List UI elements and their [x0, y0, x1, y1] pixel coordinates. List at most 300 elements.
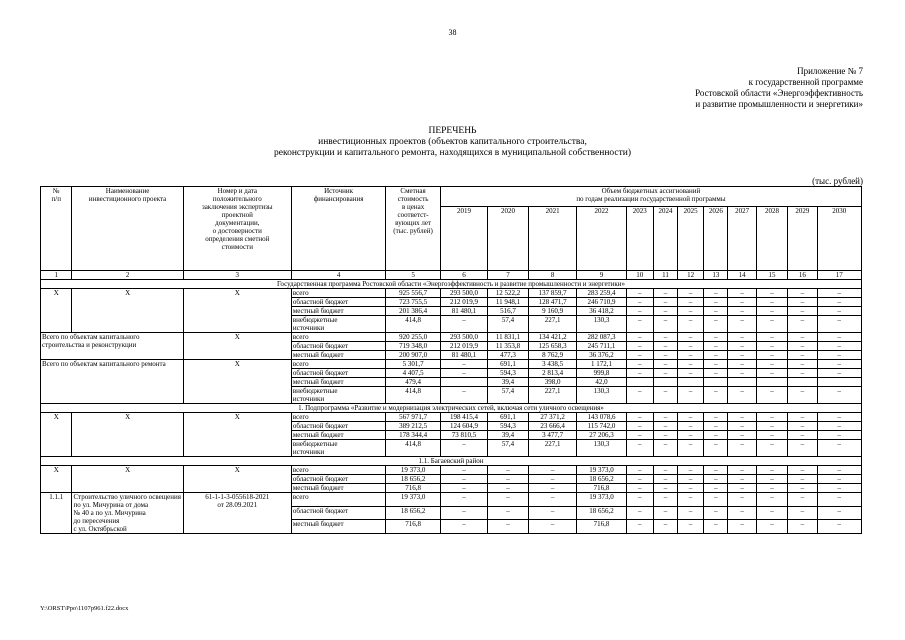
year-value: –	[704, 369, 728, 378]
row-title: Всего по объектам капитального ремонта	[41, 360, 184, 404]
header-row	[41, 187, 862, 207]
year-value: –	[626, 289, 653, 298]
year-value: –	[728, 413, 756, 422]
year-value: –	[704, 493, 728, 507]
year-value: –	[440, 466, 487, 475]
year-value: –	[756, 413, 787, 422]
year-value: –	[678, 342, 704, 351]
year-value: 227,1	[529, 316, 577, 333]
year-value: –	[626, 506, 653, 520]
year-value: 39,4	[488, 431, 529, 440]
year-value: –	[678, 351, 704, 360]
year-value: –	[678, 475, 704, 484]
expertise-cell: Х	[183, 360, 291, 404]
year-value: –	[788, 466, 817, 475]
subprogram-block	[41, 413, 862, 457]
column-number: 5	[386, 271, 441, 280]
year-value	[788, 378, 817, 387]
year-value: 57,4	[488, 387, 529, 404]
year-value: –	[678, 413, 704, 422]
header-year: 2019	[440, 207, 487, 271]
year-value: –	[653, 387, 677, 404]
year-value: –	[626, 475, 653, 484]
funding-source: всего	[291, 493, 385, 507]
estimated-cost-value: 5 301,7	[386, 360, 441, 369]
year-value: –	[728, 440, 756, 457]
year-value: –	[728, 466, 756, 475]
year-value: –	[704, 520, 728, 534]
expertise-cell: Х	[183, 466, 291, 493]
year-value: –	[788, 440, 817, 457]
year-value: –	[653, 342, 677, 351]
estimated-cost-value: 19 373,0	[386, 493, 441, 507]
year-value: –	[728, 506, 756, 520]
year-value: –	[788, 520, 817, 534]
funding-source: местный бюджет	[291, 351, 385, 360]
year-value: –	[756, 289, 787, 298]
year-value: –	[704, 422, 728, 431]
year-value	[704, 378, 728, 387]
year-value: –	[788, 475, 817, 484]
year-value: –	[653, 475, 677, 484]
year-value: –	[728, 289, 756, 298]
year-value: 81 480,1	[440, 307, 487, 316]
year-value: 212 019,9	[440, 342, 487, 351]
year-value: 130,3	[577, 387, 626, 404]
expertise-cell: 61-1-1-3-055618-2021 от 28.09.2021	[183, 493, 291, 534]
year-value: –	[626, 369, 653, 378]
header-source: Источник финансирования	[291, 187, 385, 271]
funding-source: областной бюджет	[291, 475, 385, 484]
funding-source: областной бюджет	[291, 422, 385, 431]
year-value: –	[817, 431, 861, 440]
year-value: –	[756, 351, 787, 360]
estimated-cost-value: 479,4	[386, 378, 441, 387]
year-value: –	[678, 387, 704, 404]
year-value: –	[817, 298, 861, 307]
year-value: –	[440, 440, 487, 457]
year-value: –	[728, 431, 756, 440]
year-value: –	[626, 316, 653, 333]
year-value: –	[817, 387, 861, 404]
estimated-cost-value: 414,8	[386, 316, 441, 333]
year-value: –	[653, 422, 677, 431]
year-value: –	[817, 307, 861, 316]
project-block	[41, 493, 862, 534]
table-row	[41, 493, 862, 507]
year-value: 18 656,2	[577, 475, 626, 484]
section-row	[41, 280, 862, 289]
estimated-cost-value: 716,8	[386, 520, 441, 534]
column-number: 17	[817, 271, 861, 280]
year-value: –	[678, 422, 704, 431]
year-value: –	[728, 316, 756, 333]
header-year: 2025	[678, 207, 704, 271]
column-number: 4	[291, 271, 385, 280]
year-value: –	[529, 506, 577, 520]
year-value: –	[756, 484, 787, 493]
funding-source: областной бюджет	[291, 369, 385, 378]
year-value: 198 415,4	[440, 413, 487, 422]
funding-source: местный бюджет	[291, 484, 385, 493]
year-value: –	[440, 387, 487, 404]
year-value: 134 421,2	[529, 333, 577, 342]
year-value: –	[653, 440, 677, 457]
year-value: –	[529, 466, 577, 475]
table-row	[41, 466, 862, 475]
column-number: 15	[756, 271, 787, 280]
column-number: 11	[653, 271, 677, 280]
year-value: 516,7	[488, 307, 529, 316]
year-value: –	[440, 360, 487, 369]
year-value: –	[788, 387, 817, 404]
year-value: 293 500,0	[440, 289, 487, 298]
district-block	[41, 466, 862, 493]
year-value: –	[678, 298, 704, 307]
year-value: –	[756, 493, 787, 507]
year-value: 137 859,7	[529, 289, 577, 298]
year-value: –	[653, 307, 677, 316]
estimated-cost-value: 567 971,7	[386, 413, 441, 422]
year-value: –	[817, 422, 861, 431]
funding-source: областной бюджет	[291, 506, 385, 520]
year-value: 212 019,9	[440, 298, 487, 307]
year-value: –	[728, 520, 756, 534]
header-year: 2020	[488, 207, 529, 271]
year-value: 11 353,8	[488, 342, 529, 351]
year-value: –	[756, 298, 787, 307]
column-number: 1	[41, 271, 72, 280]
year-value: 143 078,6	[577, 413, 626, 422]
year-value: 19 373,0	[577, 466, 626, 475]
estimated-cost-value: 414,8	[386, 387, 441, 404]
year-value: 42,0	[577, 378, 626, 387]
funding-source: областной бюджет	[291, 342, 385, 351]
year-value: –	[728, 342, 756, 351]
estimated-cost-value: 389 212,5	[386, 422, 441, 431]
funding-source: всего	[291, 289, 385, 298]
year-value: –	[678, 360, 704, 369]
year-value: –	[704, 466, 728, 475]
year-value: –	[817, 475, 861, 484]
year-value: 23 666,4	[529, 422, 577, 431]
year-value: –	[704, 333, 728, 342]
estimated-cost-value: 716,8	[386, 484, 441, 493]
row-number: Х	[41, 289, 72, 333]
year-value: –	[788, 422, 817, 431]
year-value: –	[440, 475, 487, 484]
column-number: 7	[488, 271, 529, 280]
year-value: –	[788, 431, 817, 440]
year-value: –	[653, 431, 677, 440]
year-value: 3 438,5	[529, 360, 577, 369]
estimated-cost-value: 19 373,0	[386, 466, 441, 475]
year-value: –	[653, 351, 677, 360]
year-value: –	[653, 520, 677, 534]
funding-source: всего	[291, 413, 385, 422]
row-number: 1.1.1	[41, 493, 72, 534]
header-year: 2022	[577, 207, 626, 271]
year-value	[817, 378, 861, 387]
year-value: –	[728, 307, 756, 316]
year-value: 716,8	[577, 520, 626, 534]
funding-source: всего	[291, 466, 385, 475]
investment-projects-table	[40, 186, 862, 534]
year-value: –	[653, 360, 677, 369]
year-value: 27 206,3	[577, 431, 626, 440]
expertise-cell: Х	[183, 289, 291, 333]
project-name: Х	[72, 413, 183, 457]
year-value: –	[817, 440, 861, 457]
year-value: –	[788, 484, 817, 493]
file-path-footer: Y:\ORST\Ppo\1107p961.f22.docx	[40, 605, 129, 612]
year-value: –	[626, 422, 653, 431]
funding-source: областной бюджет	[291, 298, 385, 307]
funding-source: внебюджетные источники	[291, 316, 385, 333]
year-value: –	[756, 387, 787, 404]
appendix-line: и развитие промышленности и энергетики»	[695, 99, 863, 109]
year-value: –	[440, 316, 487, 333]
year-value: –	[653, 506, 677, 520]
column-number: 14	[728, 271, 756, 280]
header-number: № п/п	[41, 187, 72, 271]
year-value: 12 522,2	[488, 289, 529, 298]
year-value: 73 810,5	[440, 431, 487, 440]
year-value: –	[440, 484, 487, 493]
year-value: –	[440, 520, 487, 534]
year-value: –	[788, 316, 817, 333]
year-value: –	[756, 333, 787, 342]
year-value: 594,3	[488, 369, 529, 378]
year-value: –	[653, 289, 677, 298]
year-value: –	[704, 298, 728, 307]
funding-source: внебюджетные источники	[291, 440, 385, 457]
year-value: –	[728, 475, 756, 484]
year-value: –	[626, 387, 653, 404]
year-value: –	[678, 431, 704, 440]
year-value: –	[756, 342, 787, 351]
year-value: –	[704, 387, 728, 404]
project-name: Х	[72, 289, 183, 333]
header-year: 2021	[529, 207, 577, 271]
year-value: –	[653, 484, 677, 493]
year-value: 227,1	[529, 440, 577, 457]
year-value: 282 087,3	[577, 333, 626, 342]
year-value: –	[756, 440, 787, 457]
year-value: –	[626, 431, 653, 440]
funding-source: местный бюджет	[291, 520, 385, 534]
column-number: 13	[704, 271, 728, 280]
year-value: –	[756, 422, 787, 431]
year-value: 283 259,4	[577, 289, 626, 298]
estimated-cost-value: 414,8	[386, 440, 441, 457]
year-value: –	[788, 351, 817, 360]
year-value	[756, 378, 787, 387]
year-value: –	[626, 342, 653, 351]
year-value: –	[788, 506, 817, 520]
subprogram-title: 1. Подпрограмма «Развитие и модернизация электрических сетей, включая сети уличного освещения»	[41, 404, 862, 413]
year-value: –	[817, 316, 861, 333]
year-value: –	[704, 506, 728, 520]
title-line: реконструкции и капитального ремонта, находящихся в муниципальной собственности)	[273, 148, 632, 158]
year-value: 115 742,0	[577, 422, 626, 431]
table-row	[41, 289, 862, 298]
header-year: 2028	[756, 207, 787, 271]
year-value: –	[817, 333, 861, 342]
table-row	[41, 413, 862, 422]
funding-source: местный бюджет	[291, 307, 385, 316]
year-value: –	[678, 506, 704, 520]
year-value: –	[728, 351, 756, 360]
year-value: 36 376,2	[577, 351, 626, 360]
year-value: 691,1	[488, 413, 529, 422]
year-value: 691,1	[488, 360, 529, 369]
year-value: 2 813,4	[529, 369, 577, 378]
year-value: 11 831,1	[488, 333, 529, 342]
year-value: 11 948,1	[488, 298, 529, 307]
year-value: 594,3	[488, 422, 529, 431]
year-value: –	[704, 342, 728, 351]
year-value: 8 762,9	[529, 351, 577, 360]
column-number: 8	[529, 271, 577, 280]
year-value: –	[488, 520, 529, 534]
year-value: –	[653, 369, 677, 378]
project-name: Х	[72, 466, 183, 493]
year-value: –	[626, 413, 653, 422]
year-value: 57,4	[488, 440, 529, 457]
year-value: –	[756, 316, 787, 333]
year-value: –	[817, 351, 861, 360]
year-value	[653, 378, 677, 387]
year-value: 57,4	[488, 316, 529, 333]
year-value: –	[678, 307, 704, 316]
header-year: 2026	[704, 207, 728, 271]
estimated-cost-value: 18 656,2	[386, 475, 441, 484]
funding-source: всего	[291, 360, 385, 369]
year-value: –	[529, 484, 577, 493]
year-value: –	[440, 506, 487, 520]
header-years-group: Объем бюджетных ассигнований по годам реализации государственной программы	[440, 187, 861, 207]
year-value: –	[529, 520, 577, 534]
year-value: –	[788, 493, 817, 507]
year-value: –	[756, 431, 787, 440]
year-value: –	[626, 520, 653, 534]
year-value: –	[488, 466, 529, 475]
year-value: –	[728, 360, 756, 369]
year-value: –	[653, 316, 677, 333]
year-value	[440, 378, 487, 387]
year-value: –	[756, 475, 787, 484]
year-value: –	[626, 493, 653, 507]
document-title	[0, 126, 905, 159]
year-value: 128 471,7	[529, 298, 577, 307]
appendix-line: Ростовской области «Энергоэффективность	[695, 88, 863, 98]
year-value: –	[788, 360, 817, 369]
year-value: –	[756, 369, 787, 378]
funding-source: всего	[291, 333, 385, 342]
year-value: 999,8	[577, 369, 626, 378]
year-value: –	[653, 333, 677, 342]
year-value: –	[728, 333, 756, 342]
estimated-cost-value: 719 348,0	[386, 342, 441, 351]
year-value: –	[756, 520, 787, 534]
year-value: –	[626, 333, 653, 342]
year-value: 125 658,3	[529, 342, 577, 351]
program-title: Государственная программа Ростовской области «Энергоэффективность и развитие промышленности и энергетики»	[41, 280, 862, 289]
year-value: –	[626, 307, 653, 316]
year-value: –	[728, 369, 756, 378]
year-value: 124 604,9	[440, 422, 487, 431]
column-number: 10	[626, 271, 653, 280]
year-value: –	[678, 440, 704, 457]
year-value: –	[440, 369, 487, 378]
year-value	[626, 378, 653, 387]
year-value: –	[488, 493, 529, 507]
year-value: –	[728, 387, 756, 404]
year-value: –	[788, 369, 817, 378]
year-value: –	[488, 484, 529, 493]
year-value: –	[704, 440, 728, 457]
year-value: –	[817, 413, 861, 422]
column-number: 16	[788, 271, 817, 280]
header-project-name: Наименование инвестиционного проекта	[72, 187, 183, 271]
estimated-cost-value: 18 656,2	[386, 506, 441, 520]
year-value: 18 656,2	[577, 506, 626, 520]
year-value	[678, 378, 704, 387]
year-value: 245 711,1	[577, 342, 626, 351]
year-value: 39,4	[488, 378, 529, 387]
year-value: –	[817, 289, 861, 298]
year-value: 3 477,7	[529, 431, 577, 440]
year-value: –	[817, 484, 861, 493]
year-value: –	[728, 422, 756, 431]
year-value: –	[678, 493, 704, 507]
column-number: 2	[72, 271, 183, 280]
year-value: 477,3	[488, 351, 529, 360]
year-value: –	[817, 520, 861, 534]
year-value: 130,3	[577, 316, 626, 333]
year-value: –	[788, 413, 817, 422]
year-value: –	[817, 342, 861, 351]
year-value: –	[704, 351, 728, 360]
estimated-cost-value: 4 407,5	[386, 369, 441, 378]
column-number: 6	[440, 271, 487, 280]
column-number: 12	[678, 271, 704, 280]
header-expertise: Номер и дата положительного заключения экспертизы проектной документации, о достоверности определения сметной стоимости	[183, 187, 291, 271]
page-number: 38	[448, 28, 457, 37]
year-value: 293 500,0	[440, 333, 487, 342]
year-value: –	[626, 298, 653, 307]
project-name: Строительство уличного освещения по ул. Мичурина от дома № 40 а по ул. Мичурина до пересечения с ул. Октябрьской	[72, 493, 183, 534]
year-value: –	[529, 475, 577, 484]
year-value: 130,3	[577, 440, 626, 457]
district-title: 1.1. Багаевский район	[41, 457, 862, 466]
year-value: –	[788, 289, 817, 298]
year-value: –	[529, 493, 577, 507]
year-value: –	[653, 413, 677, 422]
section-row	[41, 457, 862, 466]
year-value: –	[678, 316, 704, 333]
year-value: 19 373,0	[577, 493, 626, 507]
table-row	[41, 360, 862, 369]
year-value: –	[788, 307, 817, 316]
year-value: –	[678, 333, 704, 342]
repair-total-block	[41, 360, 862, 404]
year-value: –	[653, 493, 677, 507]
row-number: Х	[41, 466, 72, 493]
estimated-cost-value: 200 907,0	[386, 351, 441, 360]
estimated-cost-value: 723 755,5	[386, 298, 441, 307]
